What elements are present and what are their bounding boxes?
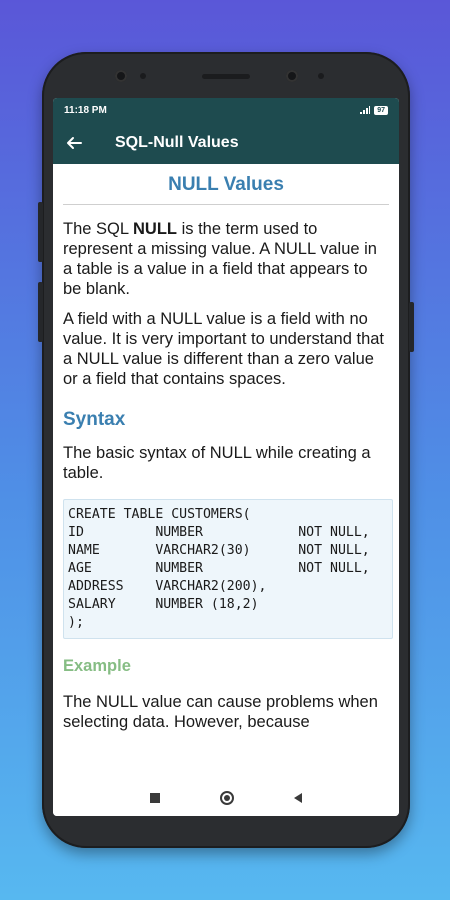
light-sensor xyxy=(318,73,324,79)
system-nav-bar xyxy=(53,780,399,816)
example-heading: Example xyxy=(63,657,131,675)
app-bar-title: SQL-Null Values xyxy=(115,134,239,151)
square-icon[interactable] xyxy=(150,793,160,803)
second-paragraph: A field with a NULL value is a field with no value. It is very important to understand that a NULL value is different than a zero value or a field that contains spaces. xyxy=(63,310,385,388)
code-block: CREATE TABLE CUSTOMERS( ID NUMBER NOT NULL, NAME VARCHAR2(30) NOT NULL, AGE NUMBER NOT NULL, ADDRESS VARCHAR2(200), SALARY NUMBER (18,2) ); xyxy=(63,499,393,639)
article-content xyxy=(53,164,399,732)
volume-up-button xyxy=(38,202,43,262)
proximity-sensor xyxy=(140,73,146,79)
intro-bold-term: NULL xyxy=(133,220,178,238)
page-title: NULL Values xyxy=(63,164,389,205)
example-paragraph: The NULL value can cause problems when selecting data. However, because xyxy=(63,693,378,731)
triangle-back-icon[interactable] xyxy=(294,793,302,803)
intro-suffix: is the term used to represent a missing value. A NULL value in a table is a value in a field that appears to be blank. xyxy=(63,220,377,298)
top-bezel xyxy=(42,52,410,100)
syntax-description: The basic syntax of NULL while creating a table. xyxy=(63,444,371,482)
intro-paragraph xyxy=(63,219,389,299)
status-icons xyxy=(360,106,388,115)
front-camera-secondary xyxy=(286,70,298,82)
phone-frame xyxy=(42,52,410,848)
arrow-left-icon[interactable] xyxy=(65,134,83,152)
status-time: 11:18 PM xyxy=(64,104,107,116)
home-dot xyxy=(224,795,230,801)
circle-icon[interactable] xyxy=(220,791,234,805)
app-bar xyxy=(53,122,399,164)
power-button xyxy=(409,302,414,352)
screen xyxy=(53,98,399,816)
intro-prefix: The SQL xyxy=(63,220,134,238)
earpiece-speaker xyxy=(202,74,250,79)
syntax-heading: Syntax xyxy=(63,409,126,430)
signal-icon xyxy=(360,106,370,114)
volume-down-button xyxy=(38,282,43,342)
battery-icon: 97 xyxy=(374,106,388,115)
front-camera xyxy=(115,70,127,82)
status-bar xyxy=(53,98,399,122)
